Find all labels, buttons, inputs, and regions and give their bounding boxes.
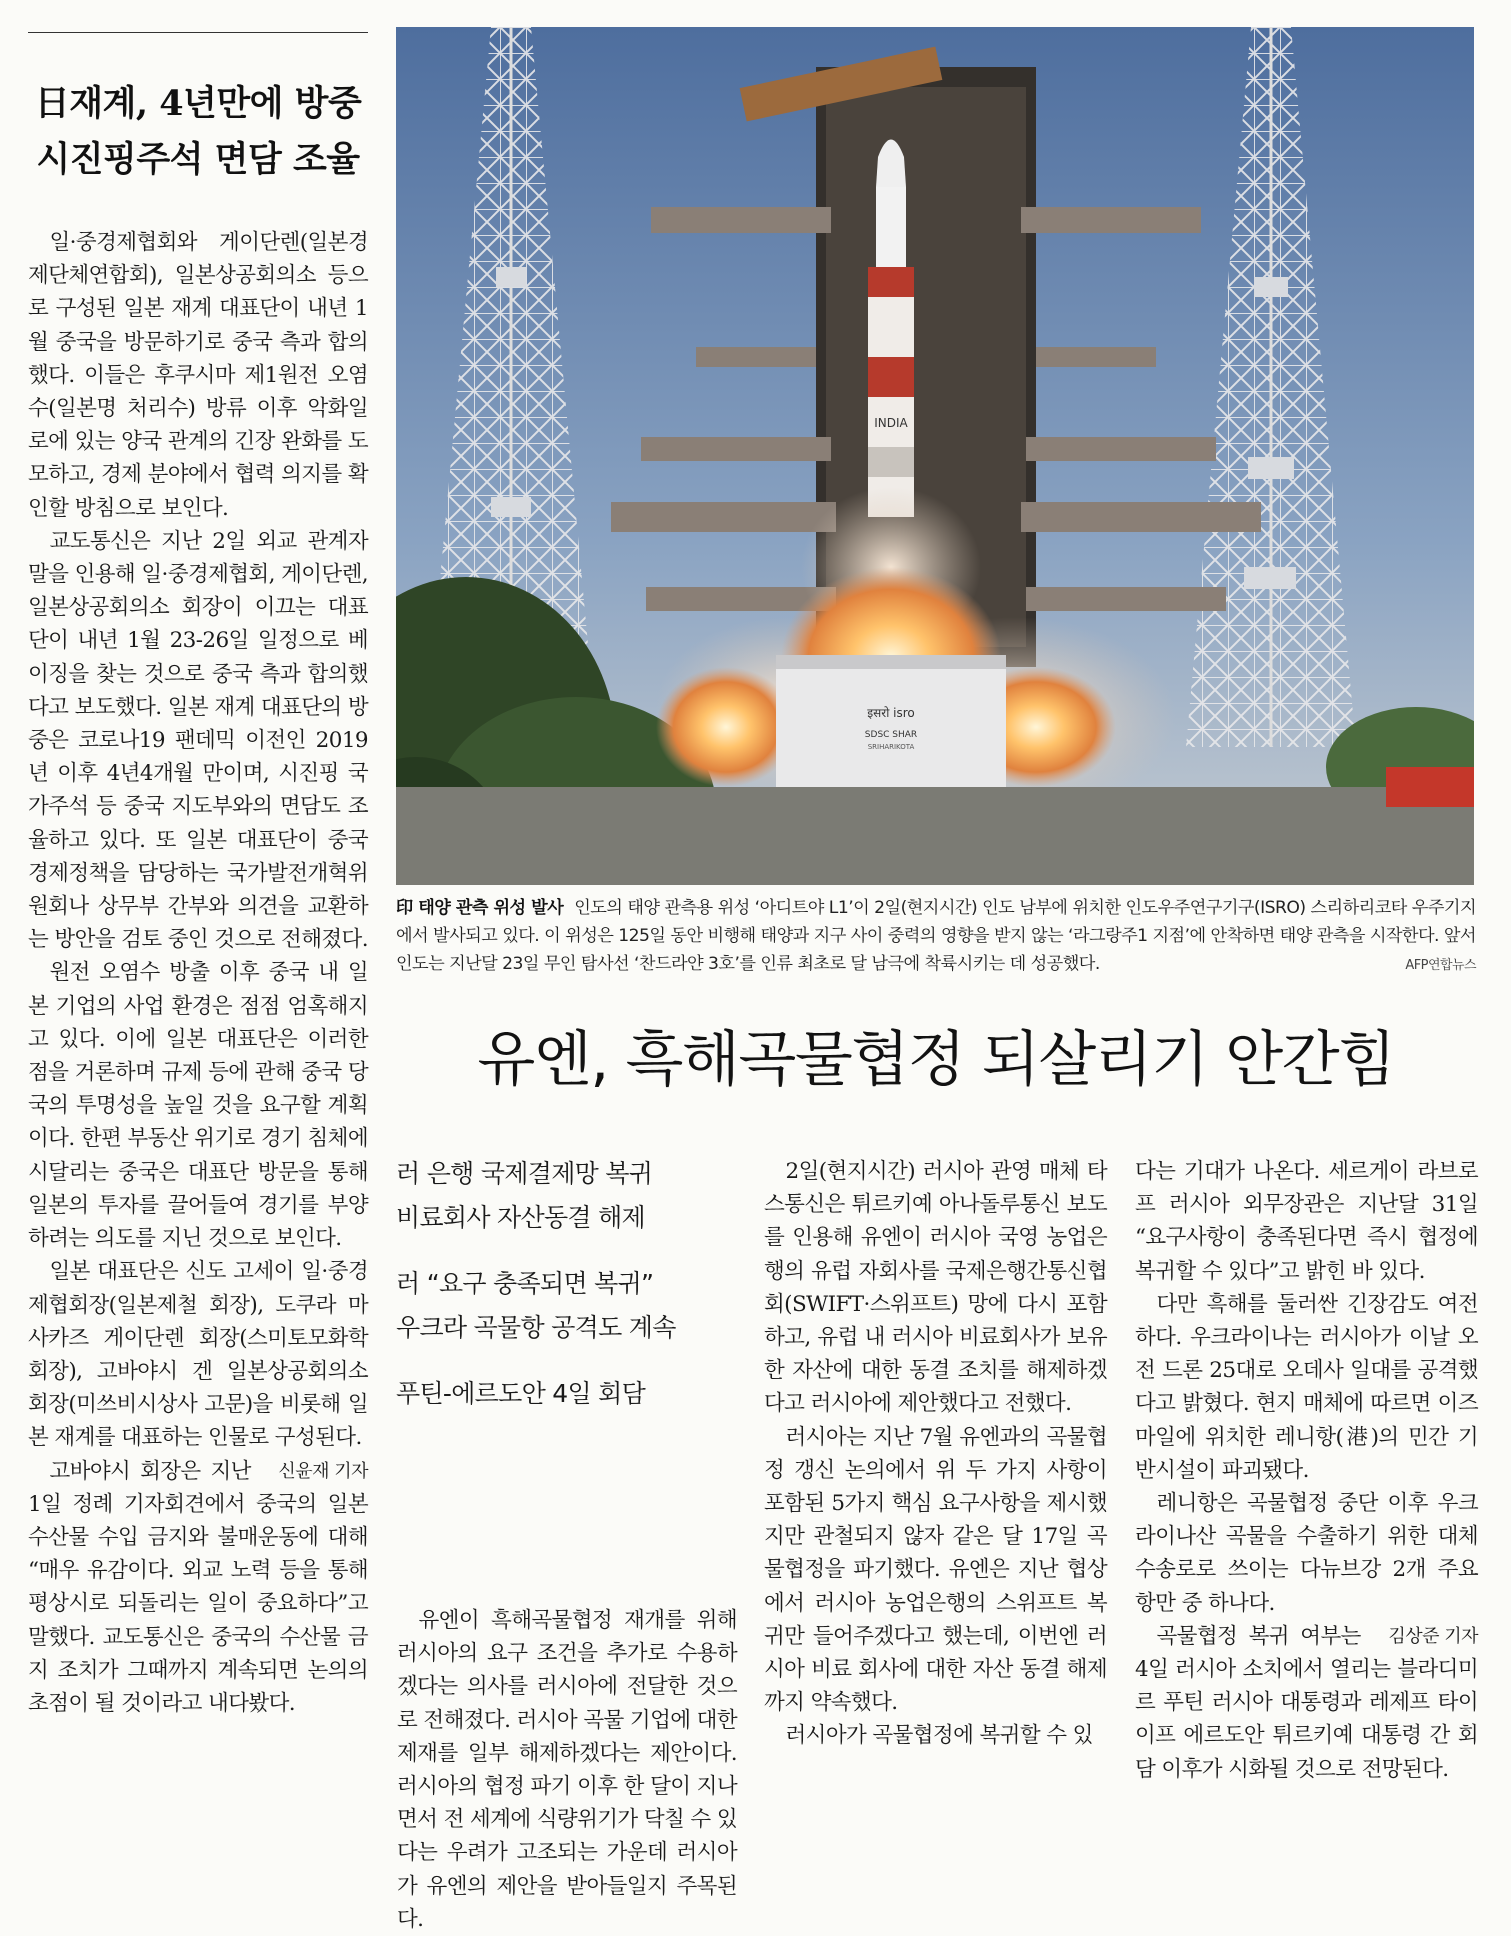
main-article-col-1 — [397, 1604, 737, 1936]
paragraph-text: 고바야시 회장은 지난 1일 정례 기자회견에서 중국의 일본 수산물 수입 금지와 불매운동에 대해 “매우 유감이다. 외교 노력 등을 통해 평상시로 되돌리는 일이 중요하다”고 말했다. 교도통신은 중국의 수산물 금지 조치가 그때까지 계속되면 논의의 초점이 될 것이라고 내다봤다. — [28, 1458, 368, 1716]
subhead-line: 비료회사 자산동결 해제 — [396, 1203, 645, 1232]
main-article-col-3 — [1135, 1155, 1478, 1786]
launch-pad — [776, 655, 1006, 787]
pad-label-sdsc: SDSC SHAR — [864, 730, 918, 740]
left-byline: 신윤재 기자 — [278, 1460, 368, 1482]
main-headline: 유엔, 흑해곡물협정 되살리기 안간힘 — [477, 1025, 1395, 1095]
left-headline-line-2: 시진핑주석 면담 조율 — [36, 139, 360, 180]
subhead-line: 러 은행 국제결제망 복귀 — [396, 1159, 653, 1188]
paragraph: 교도통신은 지난 2일 외교 관계자 말을 인용해 일·중경제협회, 게이단렌, 일본상공회의소 회장이 이끄는 대표단이 내년 1월 23-26일 일정으로 베이징을 찾는 것으로 중국 측과 합의했다고 보도했다. 일본 재계 대표단의 방중은 코로나19 팬데믹 이전인 2019년 이후 4년4개월 만이며, 시진핑 국가주석 등 중국 지도부와의 면담도 조율하고 있다. 또 일본 대표단이 중국 경제정책을 담당하는 국가발전개혁위원회나 상무부 간부와 의견을 교환하는 방안을 검토 중인 것으로 전해졌다. — [28, 528, 368, 953]
caption-title: 印 태양 관측 위성 발사 — [396, 898, 564, 918]
paragraph: 레니항은 곡물협정 중단 이후 우크라이나산 곡물을 수출하기 위한 대체 수송로로 쓰이는 다뉴브강 2개 주요 항만 중 하나다. — [1135, 1491, 1478, 1616]
left-article-body — [28, 226, 368, 1720]
subheadlines — [396, 1152, 741, 1438]
left-headline — [28, 76, 368, 188]
subhead-group — [396, 1372, 741, 1416]
paragraph: 다는 기대가 나온다. 세르게이 라브로프 러시아 외무장관은 지난달 31일 “요구사항이 충족된다면 즉시 협정에 복귀할 수 있다”고 밝힌 바 있다. — [1135, 1159, 1478, 1284]
paragraph: 2일(현지시간) 러시아 관영 매체 타스통신은 튀르키예 아나돌루통신 보도를 인용해 유엔이 러시아 국영 농업은행의 유럽 자회사를 국제은행간통신협회(SWIFT·스위프트) 망에 다시 포함하고, 유럽 내 러시아 비료회사가 보유한 자산에 대한 동결 조치를 해제하겠다고 러시아에 제안했다고 전했다. — [764, 1159, 1107, 1417]
subhead-line: 우크라 곡물항 공격도 계속 — [396, 1313, 676, 1342]
subhead-group — [396, 1262, 741, 1350]
rocket-label: INDIA — [874, 416, 908, 430]
subhead-group — [396, 1152, 741, 1240]
paragraph — [28, 1455, 368, 1721]
paragraph — [1135, 1620, 1478, 1786]
paragraph: 러시아는 지난 7월 유엔과의 곡물협정 갱신 논의에서 위 두 가지 사항이 포함된 5가지 핵심 요구사항을 제시했지만 관철되지 않자 같은 달 17일 곡물협정을 파기했다. 유엔은 지난 협상에서 러시아 농업은행의 스위프트 복귀만 들어주겠다고 했는데, 이번엔 러시아 비료 회사에 대한 자산 동결 해제까지 약속했다. — [764, 1424, 1107, 1716]
main-byline: 김상준 기자 — [1388, 1625, 1478, 1647]
paragraph: 일·중경제협회와 게이단렌(일본경제단체연합회), 일본상공회의소 등으로 구성된 일본 재계 대표단이 내년 1월 중국을 방문하기로 중국 측과 합의했다. 이들은 후쿠시마 제1원전 오염수(일본명 처리수) 방류 이후 악화일로에 있는 양국 관계의 긴장 완화를 도모하고, 경제 분야에서 협력 의지를 확인할 방침으로 보인다. — [28, 230, 368, 521]
subhead-line: 푸틴-에르도안 4일 회담 — [396, 1379, 646, 1408]
paragraph: 러시아가 곡물협정에 복귀할 수 있 — [785, 1723, 1093, 1749]
paragraph: 원전 오염수 방출 이후 중국 내 일본 기업의 사업 환경은 점점 엄혹해지고 있다. 이에 일본 대표단은 이러한 점을 거론하며 규제 등에 관해 중국 당국의 투명성을 높일 것을 요구할 계획이다. 한편 부동산 위기로 경기 침체에 시달리는 중국은 대표단 방문을 통해 일본의 투자를 끌어들여 경기를 부양하려는 의도를 지닌 것으로 보인다. — [28, 960, 368, 1252]
pad-label-isro: इसरो isro — [867, 706, 915, 720]
ground — [396, 787, 1474, 885]
left-headline-line-1: 日재계, 4년만에 방중 — [34, 83, 362, 124]
photo-caption — [396, 894, 1476, 980]
paragraph-text: 곡물협정 복귀 여부는 4일 러시아 소치에서 열리는 블라디미르 푸틴 러시아 대통령과 레제프 타이이프 에르도안 튀르키예 대통령 간 회담 이후가 시화될 것으로 전망된다. — [1135, 1623, 1478, 1782]
paragraph: 일본 대표단은 신도 고세이 일·중경제협회장(일본제철 회장), 도쿠라 마사카즈 게이단렌 회장(스미토모화학 회장), 고바야시 겐 일본상공회의소 회장(미쓰비시상사 고문)을 비롯해 일본 재계를 대표하는 인물로 구성된다. — [28, 1259, 368, 1451]
paragraph: 유엔이 흑해곡물협정 재개를 위해 러시아의 요구 조건을 추가로 수용하겠다는 의사를 러시아에 전달한 것으로 전해졌다. 러시아 곡물 기업에 대한 제재를 일부 해제하겠다는 제안이다. 러시아의 협정 파기 이후 한 달이 지나면서 전 세계에 식량위기가 닥칠 수 있다는 우려가 고조되는 가운데 러시아가 유엔의 제안을 받아들일지 주목된다. — [397, 1608, 737, 1932]
pad-label-site: SRIHARIKOTA — [867, 743, 915, 751]
paragraph: 다만 흑해를 둘러싼 긴장감도 여전하다. 우크라이나는 러시아가 이날 오전 드론 25대로 오데사 일대를 공격했다고 밝혔다. 현지 매체에 따르면 이즈마일에 위치한 레니항(港)의 민간 기반시설이 파괴됐다. — [1135, 1291, 1478, 1483]
top-rule — [28, 32, 368, 33]
caption-text: 인도의 태양 관측용 위성 ‘아디트야 L1’이 2일(현지시간) 인도 남부에 위치한 인도우주연구기구(ISRO) 스리하리코타 우주기지에서 발사되고 있다. 이 위성은 125일 동안 비행해 태양과 지구 사이 중력의 영향을 받지 않는 ‘라그랑주1 지점’에 안착하면 태양 관측을 시작한다. 앞서 인도는 지난달 23일 무인 탐사선 ‘찬드라얀 3호’를 인류 최초로 달 남극에 착륙시키는 데 성공했다. — [396, 898, 1476, 974]
photo-credit: AFP연합뉴스 — [1405, 958, 1476, 973]
subhead-line: 러 “요구 충족되면 복귀” — [396, 1269, 654, 1298]
rocket-launch-photo — [396, 27, 1474, 885]
main-article-col-2 — [764, 1155, 1107, 1753]
